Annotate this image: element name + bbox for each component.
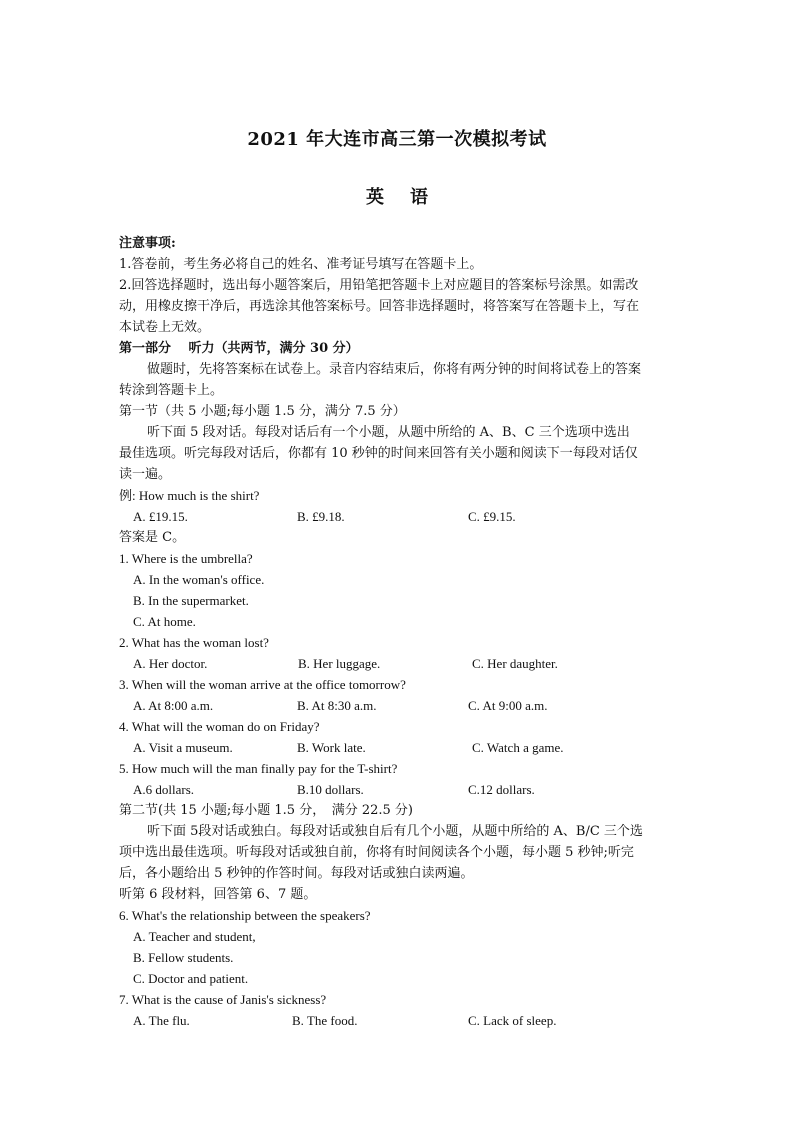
option-a: A. At 8:00 a.m. — [133, 698, 214, 713]
question-2-options — [119, 653, 679, 674]
notice-heading: 注意事项: — [119, 236, 176, 251]
part1-intro: 转涂到答题卡上。 — [119, 383, 224, 398]
section1-instruction: 读一遍。 — [119, 467, 172, 482]
section2-heading: 第二节(共 15 小题;每小题 1.5 分， 满分 22.5 分) — [119, 803, 413, 818]
option-c: C. At home. — [133, 614, 196, 629]
question-5-options — [119, 779, 679, 800]
option-c: C.12 dollars. — [468, 782, 535, 797]
option-b: B. Her luggage. — [298, 656, 381, 671]
option-b: B. In the supermarket. — [133, 593, 249, 608]
example-options — [119, 506, 679, 527]
question-4: 4. What will the woman do on Friday? — [119, 719, 320, 734]
option-a: A. Her doctor. — [133, 656, 208, 671]
option-c: C. Watch a game. — [472, 740, 564, 755]
exam-subject: 英语 — [366, 187, 454, 208]
exam-title: 2021 年大连市高三第一次模拟考试 — [247, 129, 547, 150]
section1-instruction: 最佳选项。听完每段对话后，你都有 10 秒钟的时间来回答有关小题和阅读下一每段对话仅 — [119, 446, 638, 461]
option-b: B. Work late. — [297, 740, 366, 755]
section2-instruction: 听下面 5段对话或独白。每段对话或独自后有几个小题，从题中所给的 A、B/C 三个选 — [147, 824, 643, 839]
question-2: 2. What has the woman lost? — [119, 635, 269, 650]
section2-instruction: 项中选出最佳选项。听每段对话或独自前，你将有时间阅读各个小题，每小题 5 秒钟;听完 — [119, 845, 634, 860]
notice-line: 本试卷上无效。 — [119, 320, 211, 335]
question-7: 7. What is the cause of Janis's sickness? — [119, 992, 327, 1007]
part1-intro: 做题时，先将答案标在试卷上。录音内容结束后，你将有两分钟的时间将试卷上的答案 — [147, 362, 642, 377]
question-1: 1. Where is the umbrella? — [119, 551, 253, 566]
option-b: B.10 dollars. — [297, 782, 364, 797]
option-c: C. Lack of sleep. — [468, 1013, 557, 1028]
question-7-options — [119, 1010, 679, 1031]
option-a: A. The flu. — [133, 1013, 190, 1028]
example-answer: 答案是 C。 — [119, 530, 186, 545]
option-b: B. Fellow students. — [133, 950, 234, 965]
example-question: 例: How much is the shirt? — [119, 488, 260, 503]
option-c: C. At 9:00 a.m. — [468, 698, 548, 713]
question-6: 6. What's the relationship between the speakers? — [119, 908, 371, 923]
question-4-options — [119, 737, 679, 758]
section1-heading: 第一节（共 5 小题;每小题 1.5 分，满分 7.5 分） — [119, 404, 406, 419]
option-a: A. Visit a museum. — [133, 740, 233, 755]
option-c: C. Her daughter. — [472, 656, 558, 671]
option-b: B. £9.18. — [297, 509, 345, 524]
option-b: B. The food. — [292, 1013, 358, 1028]
option-c: C. Doctor and patient. — [133, 971, 249, 986]
material-instruction: 听第 6 段材料，回答第 6、7 题。 — [119, 887, 317, 902]
option-a: A.6 dollars. — [133, 782, 195, 797]
section1-instruction: 听下面 5 段对话。每段对话后有一个小题，从题中所给的 A、B、C 三个选项中选出 — [147, 425, 630, 440]
option-a: A. In the woman's office. — [133, 572, 265, 587]
part1-heading: 第一部分 听力（共两节，满分 30 分） — [119, 341, 359, 356]
question-3-options — [119, 695, 679, 716]
question-3: 3. When will the woman arrive at the office tomorrow? — [119, 677, 406, 692]
exam-content — [119, 233, 679, 1031]
option-a: A. Teacher and student, — [133, 929, 256, 944]
section2-instruction: 后，各小题给出 5 秒钟的作答时间。每段对话或独白读两遍。 — [119, 866, 474, 881]
notice-line: 1.答卷前，考生务必将自己的姓名、准考证号填写在答题卡上。 — [119, 257, 483, 272]
option-a: A. £19.15. — [133, 509, 188, 524]
notice-line: 2.回答选择题时，选出每小题答案后，用铅笔把答题卡上对应题目的答案标号涂黑。如需改 — [119, 278, 639, 293]
question-5: 5. How much will the man finally pay for the T-shirt? — [119, 761, 398, 776]
notice-line: 动，用橡皮擦干净后，再选涂其他答案标号。回答非选择题时，将答案写在答题卡上，写在 — [119, 299, 640, 314]
option-c: C. £9.15. — [468, 509, 516, 524]
option-b: B. At 8:30 a.m. — [297, 698, 377, 713]
